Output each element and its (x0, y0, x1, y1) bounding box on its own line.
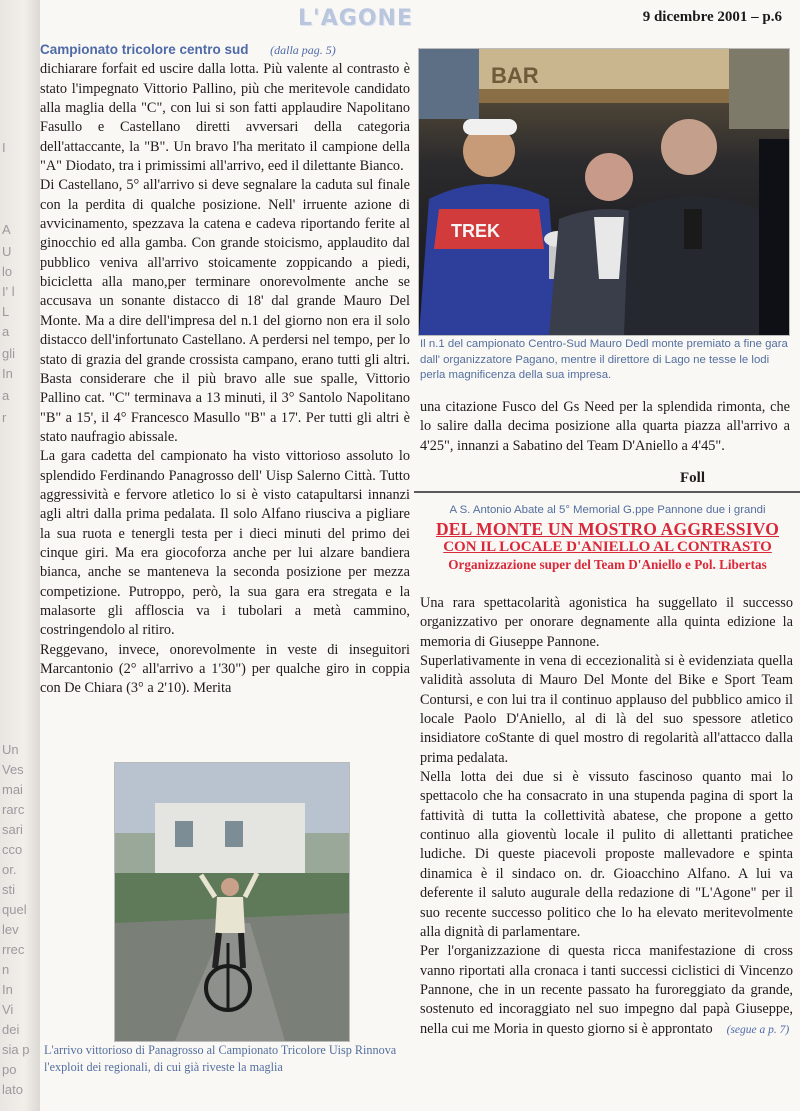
continued-ref: (segue a p. 7) (726, 1023, 790, 1036)
article-paragraph: Nella lotta dei due si è vissuto fascinoso quanto mai lo spettacolo che ha consacrato in una stupenda pagina di sport la fattività di tutta la collettività abatese, che propone a getto continuo alla gioventù locale il pulito di allettanti pratichee ludiche. Di queste piacevoli proposte mallevadore e spinta dinamica è il sindaco on. dr. Gioacchino Alfano. A lui va deferente il saluto augurale della redazione di "L'Agone" per il suo recente successo politico che lo ha elevato meritevolmente alla dignità di parlamentare. (420, 769, 793, 940)
bleed-fragment: I (2, 140, 6, 155)
section-divider (414, 491, 800, 493)
bleed-fragment: lato (2, 1082, 23, 1097)
award-photo (418, 48, 790, 336)
article-memorial (420, 594, 793, 1040)
article-paragraph: Reggevano, invece, onorevolmente in veste di inseguitori Marcantonio (2° all'arrivo a 1'30") per qualche giro in coppia con De Chiara (3° a 2'10). Merita (40, 641, 410, 697)
article-continuation (420, 398, 790, 456)
bleed-fragment: dei (2, 1022, 20, 1037)
article-paragraph: dichiarare forfait ed uscire dalla lotta. Più valente al contrasto è stato l'impegnato Vittorio Pallino, più che meritevole candidato alla maglia della "C", con lui si son fatti applaudire Napolitano Fasullo e Castellano diretti avversari della categoria dell'attaccante, la "B". Un bravo l'ha meritato il campione della "A" Diodato, tra i primissimi all'arrivo, eed il dilettante Bianco. (40, 61, 410, 175)
bleed-fragment: lev (2, 922, 19, 937)
bleed-fragment: quel (2, 902, 27, 917)
bleed-fragment: Un (2, 742, 19, 757)
article-paragraph: Una rara spettacolarità agonistica ha suggellato il successo organizzativo per onorare degnamente alla quinta edizione la memoria di Giuseppe Pannone. (420, 595, 793, 650)
jersey-text: TREK (451, 221, 500, 241)
bleed-fragment: sari (2, 822, 23, 837)
bleed-fragment: lo (2, 264, 13, 279)
bleed-fragment: r (2, 410, 7, 425)
bleed-fragment: n (2, 962, 10, 977)
facing-page-edge (0, 0, 41, 1111)
masthead-logo: L'AGONE (298, 6, 413, 31)
headline-primary: DEL MONTE UN MOSTRO AGGRESSIVO (435, 519, 780, 539)
bleed-fragment: or. (2, 862, 17, 877)
bleed-fragment: a (2, 388, 10, 403)
bleed-fragment: cco (2, 842, 23, 857)
article-subhead: Organizzazione super del Team D'Aniello e Pol. Libertas (448, 557, 767, 572)
bleed-fragment: In (2, 982, 13, 997)
bleed-fragment: rarc (2, 802, 25, 817)
finish-photo-caption: L'arrivo vittorioso di Panagrosso al Campionato Tricolore Uisp Rinnova l'exploit dei regionali, di cui già riveste la maglia (44, 1043, 397, 1074)
finish-photo-image (115, 763, 349, 1041)
award-photo-image (419, 49, 789, 335)
article-paragraph: La gara cadetta del campionato ha visto vittorioso assoluto lo splendido Ferdinando Panagrosso dell' Uisp Salerno Città. Tutto aggressività e fervore atletico lo si è visto catapultarsi innanzi agli altri dalla prima pedalata. Il solo Alfano riusciva a pigliare la sua ruota e tenergli testa per i dieci minuti del primo dei cinque giri. Ma era giocoforza anche per lui alzare bandiera bianca, anche se manteneva la seconda posizione per mezza competizione. Putroppo, però, la sua gara era stregata e la malasorte gli affloscia va i tubolari a metà cammino, costringendolo al ritiro. (40, 448, 410, 639)
bleed-fragment: rrec (2, 942, 25, 957)
article-campionato (40, 40, 410, 699)
newspaper-page (40, 0, 800, 1111)
article-kicker: A S. Antonio Abate al 5° Memorial G.ppe Pannone due i grandi (449, 504, 766, 516)
bleed-fragment: L (2, 304, 10, 319)
bleed-fragment: mai (2, 782, 23, 797)
bleed-fragment: U (2, 244, 12, 259)
bleed-fragment: po (2, 1062, 17, 1077)
article-kicker: Campionato tricolore centro sud (40, 42, 249, 57)
sign-text: BAR (491, 63, 539, 88)
bleed-fragment: sti (2, 882, 15, 897)
article-paragraph: Di Castellano, 5° all'arrivo si deve segnalare la caduta sul finale con la perdita di qualche posizione. Nell' irruente azione di avvicinamento, spezzava la catena e cadeva riportando ferite al ginocchio ed alla gamba. Con grande stoicismo, applaudito dal pubblico veniva all'arrivo stoicamente zoppicando a piedi, bicicletta alla mano,per terminare onorevolmente anche se accusava un sonante distacco di 18' dal grande Mauro Del Monte. Ma a dire dell'impresa del n.1 del giorno non era il solo distacco dell'infortunato Castellano. A perdersi nel tempo, per lo stato di grazia del grande crossista campano, erano tutti gli altri. Basta considerare che il più bravo alle sue spalle, Vittorio Pallino cat. "C" terminava a 13 minuti, il 3° Santolo Napolitano "B" a 15', il 4° Francesco Masullo "B" a 17'. Per tutti gli altri è stato naufragio abissale. (40, 177, 410, 445)
page-date: 9 dicembre 2001 – p.6 (642, 9, 782, 25)
bleed-fragment: A (2, 222, 11, 237)
bleed-fragment: I' l (2, 284, 15, 299)
award-photo-caption: Il n.1 del campionato Centro-Sud Mauro Dedl monte premiato a fine gara dall' organizzatore Pagano, mentre il direttore di Lago ne tesse le lodi perla magnificenza della sua impresa. (420, 338, 788, 381)
continued-from-ref: (dalla pag. 5) (270, 43, 336, 57)
headline-secondary: CON IL LOCALE D'ANIELLO AL CONTRASTO (443, 539, 772, 555)
article-paragraph: Superlativamente in vena di eccezionalità si è evidenziata quella validità assoluta di Mauro Del Monte del Bike e Sport Team Contursi, e con lui tra il continuo applauso del pubblico amico il locale Paolo D'Aniello, al di là del suo spessore atletico insidiatore coStante di quel mostro di regolarità all'attacco dalla prima pedalata. (420, 653, 793, 766)
author-signature: Foll (680, 470, 705, 486)
bleed-fragment: gli (2, 346, 16, 361)
bleed-fragment: Vi (2, 1002, 14, 1017)
article-paragraph: Per l'organizzazione di questa ricca manifestazione di cross vanno riportati alla cronaca i tanti successi ciclistici di Vincenzo Pannone, che in un recente passato ha furoreggiato da grande, sostenuto ed incoraggiato nel suo impegno dal papà Giuseppe, nella cui me Moria in questo giorno si è approntato (420, 943, 793, 1037)
article-paragraph: una citazione Fusco del Gs Need per la splendida rimonta, che lo salire dalla decima posizione alla quarta piazza all'arrivo a 4'25", innanzi a Sabatino del Team D'Aniello a 4'45". (420, 399, 790, 454)
finish-photo (114, 762, 350, 1042)
bleed-fragment: a (2, 324, 10, 339)
bleed-fragment: sia p (2, 1042, 30, 1057)
bleed-fragment: In (2, 366, 13, 381)
bleed-fragment: Ves (2, 762, 24, 777)
